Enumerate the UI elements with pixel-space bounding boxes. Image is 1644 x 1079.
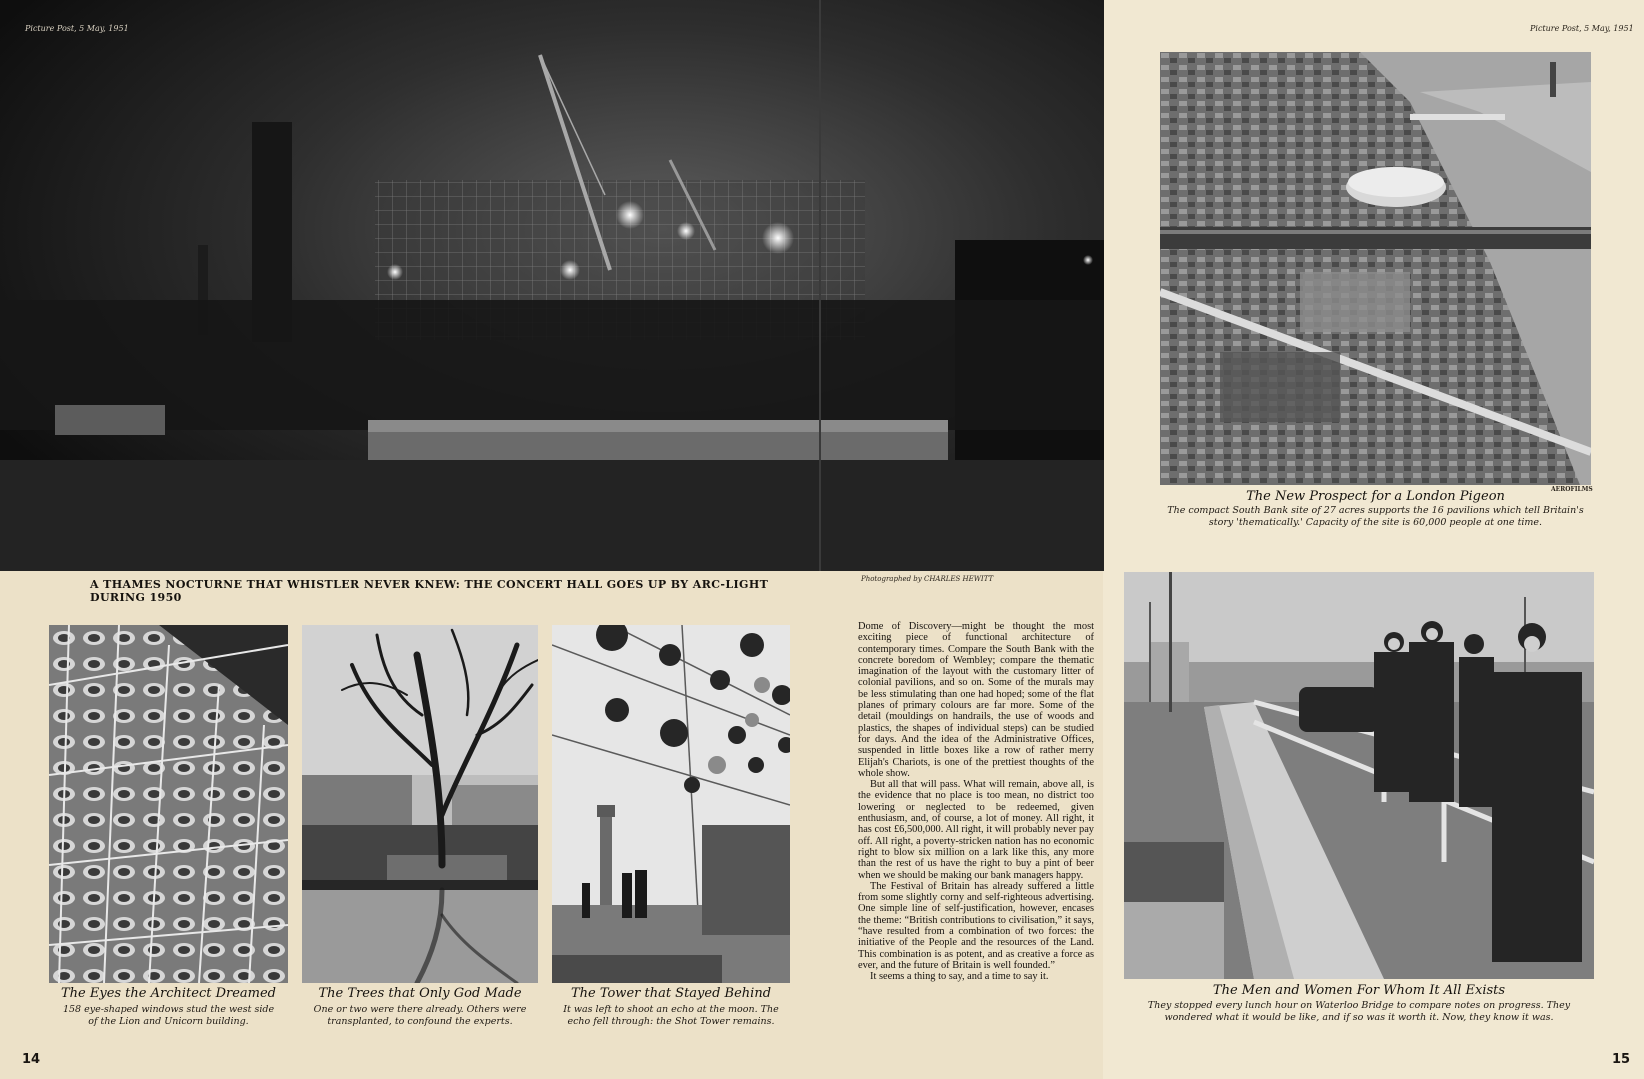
right-running-head: Picture Post, 5 May, 1951 xyxy=(1530,24,1634,33)
left-page-number: 14 xyxy=(22,1052,41,1067)
aerofilms-credit: AEROFILMS xyxy=(1551,486,1593,493)
eye-windows-photo xyxy=(49,625,288,983)
right-page-number: 15 xyxy=(1612,1052,1631,1067)
aerial-photo-caption: The compact South Bank site of 27 acres supports the 16 pavilions which tell Britain's story 'thematically.' Capacity of the site is 60,000 people at one time. xyxy=(1167,505,1584,528)
article-paragraph: But all that will pass. What will remain, above all, is the evidence that no place is too mean, no district too lowering or neglected to be redeemed, given enthusiasm, and, of course, a lot of money. All right, it has cost £6,500,000. All right, it will probably never pay off. All right, a poverty-stricken nation has no economic right to blow six million on a lark like this, any more than the rest of us have the right to buy a pint of beer when we should be making our bank managers happy. xyxy=(858,779,1094,881)
photographer-credit: Photographed by CHARLES HEWITT xyxy=(861,575,994,583)
aerial-photo-title: The New Prospect for a London Pigeon xyxy=(1246,489,1505,504)
main-photo-caption: A THAMES NOCTURNE THAT WHISTLER NEVER KNEW: THE CONCERT HALL GOES UP BY ARC-LIGHT DURING 1950 xyxy=(90,578,769,604)
trees-photo xyxy=(302,625,538,983)
tower-photo-caption: It was left to shoot an echo at the moon. The echo fell through: the Shot Tower remains. xyxy=(563,1004,779,1027)
article-paragraph: It seems a thing to say, and a time to say it. xyxy=(870,971,1049,983)
tower-photo-title: The Tower that Stayed Behind xyxy=(570,986,772,1001)
trees-photo-title: The Trees that Only God Made xyxy=(318,986,522,1001)
waterloo-bridge-photo xyxy=(1124,572,1594,979)
article-paragraph: Dome of Discovery—might be thought the most exciting piece of functional architecture of contemporary times. Compare the South Bank with the concrete boredom of Wembley; compare the thematic imagination of the layout with the customary litter of colonial pavilions, and so on. Some of the murals may be less stimulating than one had hoped; some of the flat planes of primary colours are far more. Some of the detail (mouldings on handrails, the use of woods and plastics, the shapes of individual steps) can be studied for days. And the idea of the Administrative Offices, suspended in little boxes like a row of rather merry Elijah's Chariots, is one of the prettiest thoughts of the whole show. xyxy=(858,621,1094,779)
eyes-photo-caption: 158 eye-shaped windows stud the west side of the Lion and Unicorn building. xyxy=(62,1004,275,1027)
eyes-photo-title: The Eyes the Architect Dreamed xyxy=(60,986,276,1001)
south-bank-aerial-photo xyxy=(1160,52,1591,485)
bridge-photo-caption: They stopped every lunch hour on Waterloo Bridge to compare notes on progress. They wondered what it would be like, and if so was it worth it. Now, they know it was. xyxy=(1147,1000,1571,1023)
trees-photo-caption: One or two were there already. Others were transplanted, to confound the experts. xyxy=(313,1004,527,1027)
article-body xyxy=(858,621,1094,983)
concert-hall-night-photo xyxy=(0,0,1104,571)
left-running-head: Picture Post, 5 May, 1951 xyxy=(25,24,129,33)
bridge-photo-title: The Men and Women For Whom It All Exists xyxy=(1212,983,1506,998)
article-paragraph: The Festival of Britain has already suffered a little from some slightly corny and self-righteous advertising. One simple line of self-justification, however, encases the theme: “British contributions to civilisation,” it says, “have resulted from a combination of two forces: the initiative of the People and the resources of the Land. This combination is as potent, and as creative a force as ever, and the future of Britain is well founded.” xyxy=(858,880,1094,971)
shot-tower-photo xyxy=(552,625,790,983)
